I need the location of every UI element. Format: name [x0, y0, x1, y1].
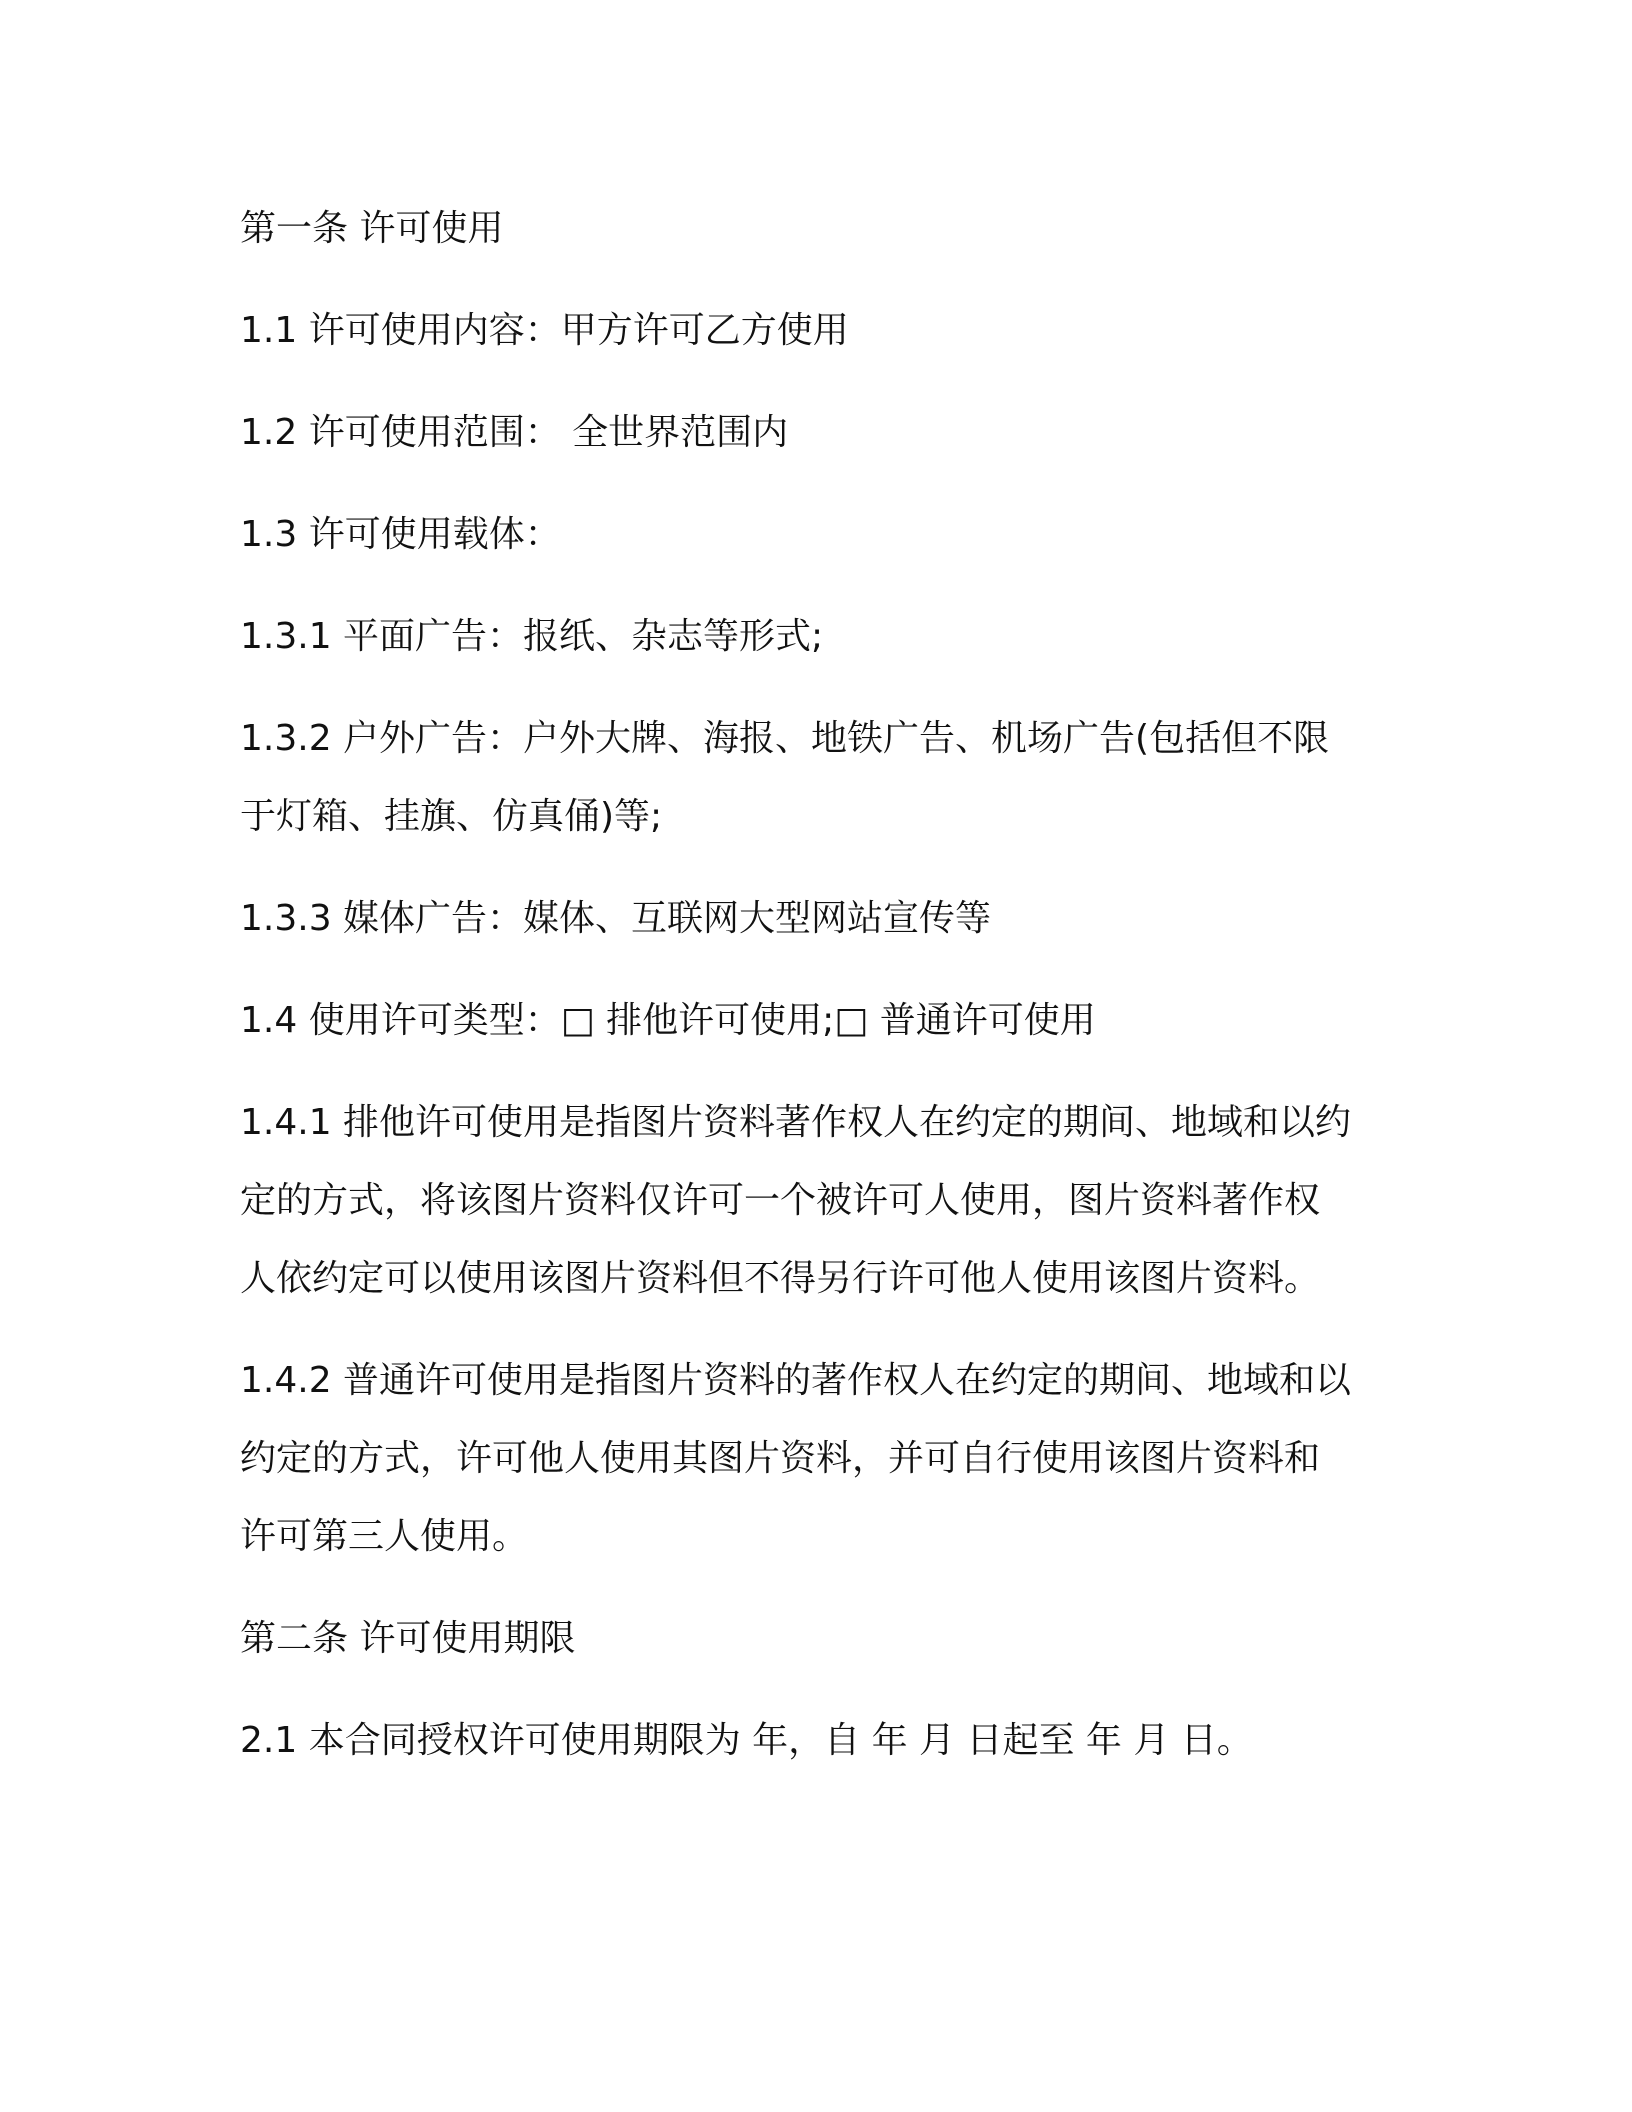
clause-1-4-2-line-3: 许可第三人使用。 [240, 1516, 529, 1557]
clause-1-2: 1.2 许可使用范围： 全世界范围内 [240, 412, 789, 453]
clause-2-1: 2.1 本合同授权许可使用期限为 年，自 年 月 日起至 年 月 日。 [240, 1720, 1253, 1761]
clause-1-4-1-line-3: 人依约定可以使用该图片资料但不得另行许可他人使用该图片资料。 [240, 1258, 1321, 1299]
clause-1-4-2-line-1: 1.4.2 普通许可使用是指图片资料的著作权人在约定的期间、地域和以 [240, 1360, 1352, 1401]
clause-1-3-3: 1.3.3 媒体广告：媒体、互联网大型网站宣传等 [240, 898, 992, 939]
clause-1-1: 1.1 许可使用内容：甲方许可乙方使用 [240, 310, 849, 351]
clause-1-4: 1.4 使用许可类型：□ 排他许可使用;□ 普通许可使用 [240, 1000, 1096, 1041]
clause-1-4-1-line-1: 1.4.1 排他许可使用是指图片资料著作权人在约定的期间、地域和以约 [240, 1102, 1352, 1143]
article-1-heading: 第一条 许可使用 [240, 208, 504, 249]
clause-1-3-2-line-1: 1.3.2 户外广告：户外大牌、海报、地铁广告、机场广告(包括但不限 [240, 718, 1330, 759]
document-body [240, 190, 1380, 1780]
clause-1-3-2-line-2: 于灯箱、挂旗、仿真俑)等; [240, 796, 663, 837]
clause-1-4-2-line-2: 约定的方式，许可他人使用其图片资料，并可自行使用该图片资料和 [240, 1438, 1321, 1479]
clause-1-3: 1.3 许可使用载体： [240, 514, 561, 555]
clause-1-3-1: 1.3.1 平面广告：报纸、杂志等形式; [240, 616, 824, 657]
article-2-heading: 第二条 许可使用期限 [240, 1618, 576, 1659]
clause-1-4-1-line-2: 定的方式，将该图片资料仅许可一个被许可人使用，图片资料著作权 [240, 1180, 1321, 1221]
